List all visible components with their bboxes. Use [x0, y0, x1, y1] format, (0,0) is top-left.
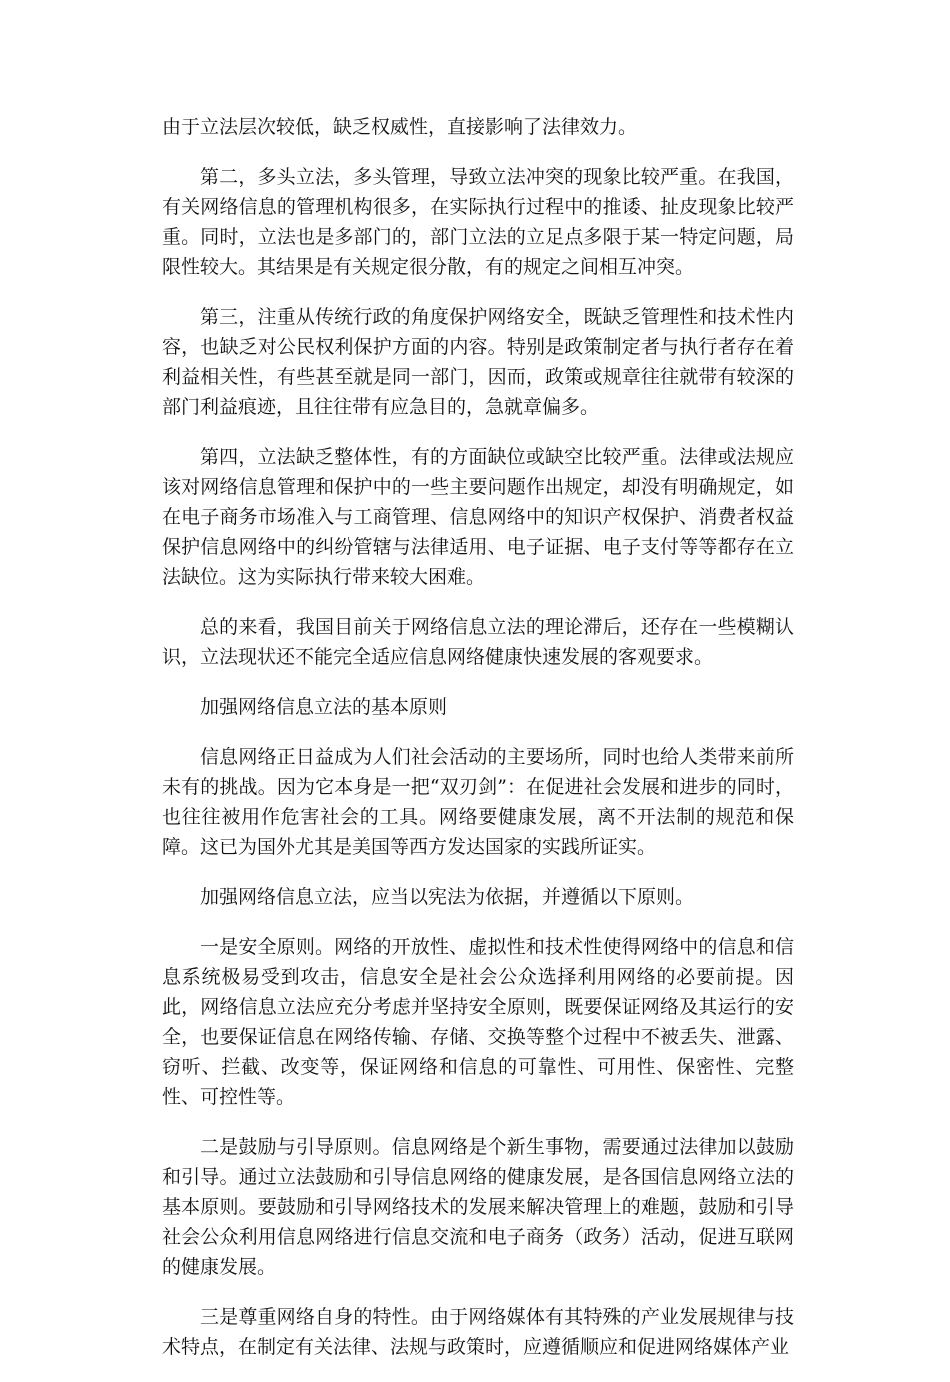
paragraph-security-principle: 一是安全原则。网络的开放性、虚拟性和技术性使得网络中的信息和信息系统极易受到攻击，信息安全是社会公众选择利用网络的必要前提。因此，网络信息立法应充分考虑并坚持安全原则，既要保证网络及其运行的安全，也要保证信息在网络传输、存储、交换等整个过程中不被丢失、泄露、窃听、拦截、改变等，保证网络和信息的可靠性、可用性、保密性、完整性、可控性等。 — [162, 936, 794, 1108]
section-heading: 加强网络信息立法的基本原则 — [200, 696, 448, 718]
document-page — [162, 112, 794, 1382]
paragraph-summary: 总的来看，我国目前关于网络信息立法的理论滞后，还存在一些模糊认识，立法现状还不能完全适应信息网络健康快速发展的客观要求。 — [162, 616, 794, 668]
paragraph-third-point: 第三，注重从传统行政的角度保护网络安全，既缺乏管理性和技术性内容，也缺乏对公民权利保护方面的内容。特别是政策制定者与执行者存在着利益相关性，有些甚至就是同一部门，因而，政策或规章往往就带有较深的部门利益痕迹，且往往带有应急目的，急就章偏多。 — [162, 306, 794, 418]
paragraph-encourage-principle: 二是鼓励与引导原则。信息网络是个新生事物，需要通过法律加以鼓励和引导。通过立法鼓励和引导信息网络的健康发展，是各国信息网络立法的基本原则。要鼓励和引导网络技术的发展来解决管理上的难题，鼓励和引导社会公众利用信息网络进行信息交流和电子商务（政务）活动，促进互联网的健康发展。 — [162, 1136, 794, 1278]
paragraph-challenge: 信息网络正日益成为人们社会活动的主要场所，同时也给人类带来前所未有的挑战。因为它本身是一把“双刃剑”：在促进社会发展和进步的同时，也往往被用作危害社会的工具。网络要健康发展，离不开法制的规范和保障。这已为国外尤其是美国等西方发达国家的实践所证实。 — [162, 746, 794, 858]
paragraph-second-point: 第二，多头立法，多头管理，导致立法冲突的现象比较严重。在我国，有关网络信息的管理机构很多，在实际执行过程中的推诿、扯皮现象比较严重。同时，立法也是多部门的，部门立法的立足点多限于某一特定问题，局限性较大。其结果是有关规定很分散，有的规定之间相互冲突。 — [162, 166, 794, 278]
paragraph-principles-intro: 加强网络信息立法，应当以宪法为依据，并遵循以下原则。 — [200, 886, 695, 908]
paragraph-continuation: 由于立法层次较低，缺乏权威性，直接影响了法律效力。 — [162, 116, 638, 138]
paragraph-respect-principle: 三是尊重网络自身的特性。由于网络媒体有其特殊的产业发展规律与技术特点，在制定有关法律、法规与政策时，应遵循顺应和促进网络媒体产业 — [162, 1306, 794, 1358]
paragraph-fourth-point: 第四，立法缺乏整体性，有的方面缺位或缺空比较严重。法律或法规应该对网络信息管理和保护中的一些主要问题作出规定，却没有明确规定，如在电子商务市场准入与工商管理、信息网络中的知识产权保护、消费者权益保护信息网络中的纠纷管辖与法律适用、电子证据、电子支付等等都存在立法缺位。这为实际执行带来较大困难。 — [162, 446, 794, 588]
